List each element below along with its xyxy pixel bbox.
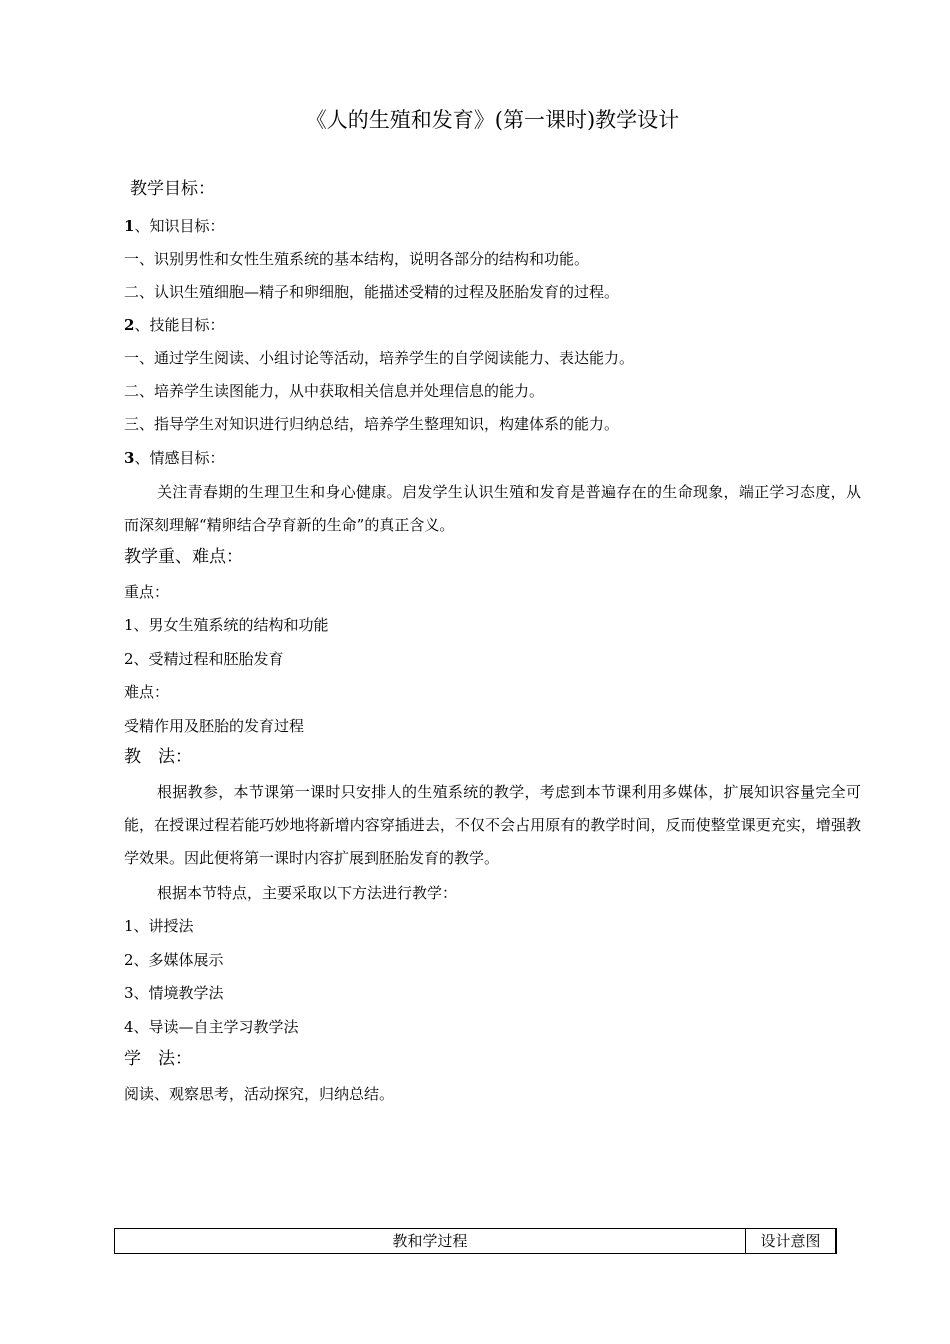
teaching-method-item-1: 1、讲授法 [124,917,194,935]
teaching-method-intro: 根据本节特点，主要采取以下方法进行教学： [157,884,458,902]
process-table [114,1228,837,1254]
key-points-heading: 教学重、难点： [124,547,243,567]
objectives-heading: 教学目标： [130,179,215,199]
knowledge-item-2: 二、认识生殖细胞—精子和卵细胞，能描述受精的过程及胚胎发育的过程。 [124,283,620,301]
skill-objective-number: 2 [124,316,135,334]
process-table-header-row [115,1229,837,1254]
design-intent-column-header: 设计意图 [746,1229,837,1254]
document-title: 《人的生殖和发育》(第一课时)教学设计 [305,108,680,132]
emotion-objective-label [124,448,224,468]
teaching-method-item-2: 2、多媒体展示 [124,951,224,969]
knowledge-item-1: 一、识别男性和女性生殖系统的基本结构，说明各部分的结构和功能。 [124,250,590,268]
learning-method-heading: 学 法： [124,1049,192,1069]
knowledge-objective-text: 、知识目标： [134,217,225,235]
teaching-method-heading: 教 法： [124,747,192,767]
skill-objective-text: 、技能目标： [134,316,225,334]
skill-item-1: 一、通过学生阅读、小组讨论等活动，培养学生的自学阅读能力、表达能力。 [124,349,635,367]
teaching-method-item-3: 3、情境教学法 [124,984,224,1002]
skill-item-2: 二、培养学生读图能力，从中获取相关信息并处理信息的能力。 [124,382,545,400]
emotion-objective-number: 3 [124,449,135,467]
difficult-point-item-1: 受精作用及胚胎的发育过程 [124,717,305,735]
key-point-item-1: 1、男女生殖系统的结构和功能 [124,616,329,634]
process-column-header: 教和学过程 [115,1229,746,1254]
teaching-method-item-4: 4、导读—自主学习教学法 [124,1018,299,1036]
teaching-method-paragraph: 根据教参，本节课第一课时只安排人的生殖系统的教学，考虑到本节课利用多媒体，扩展知识容量完全可能，在授课过程若能巧妙地将新增内容穿插进去，不仅不会占用原有的教学时间，反而使整堂课更充实，增强教学效果。因此便将第一课时内容扩展到胚胎发育的教学。 [124,783,861,867]
key-point-label: 重点： [124,583,170,601]
knowledge-objective-number: 1 [124,217,135,235]
knowledge-objective-label [124,216,224,236]
difficult-point-label: 难点： [124,683,170,701]
key-point-item-2: 2、受精过程和胚胎发育 [124,650,284,668]
emotion-objective-text: 、情感目标： [134,449,225,467]
learning-method-text: 阅读、观察思考，活动探究，归纳总结。 [124,1085,395,1103]
skill-objective-label [124,315,224,335]
skill-item-3: 三、指导学生对知识进行归纳总结，培养学生整理知识，构建体系的能力。 [124,415,620,433]
emotion-objective-paragraph: 关注青春期的生理卫生和身心健康。启发学生认识生殖和发育是普遍存在的生命现象，端正学习态度，从而深刻理解“精卵结合孕育新的生命”的真正含义。 [124,483,861,534]
